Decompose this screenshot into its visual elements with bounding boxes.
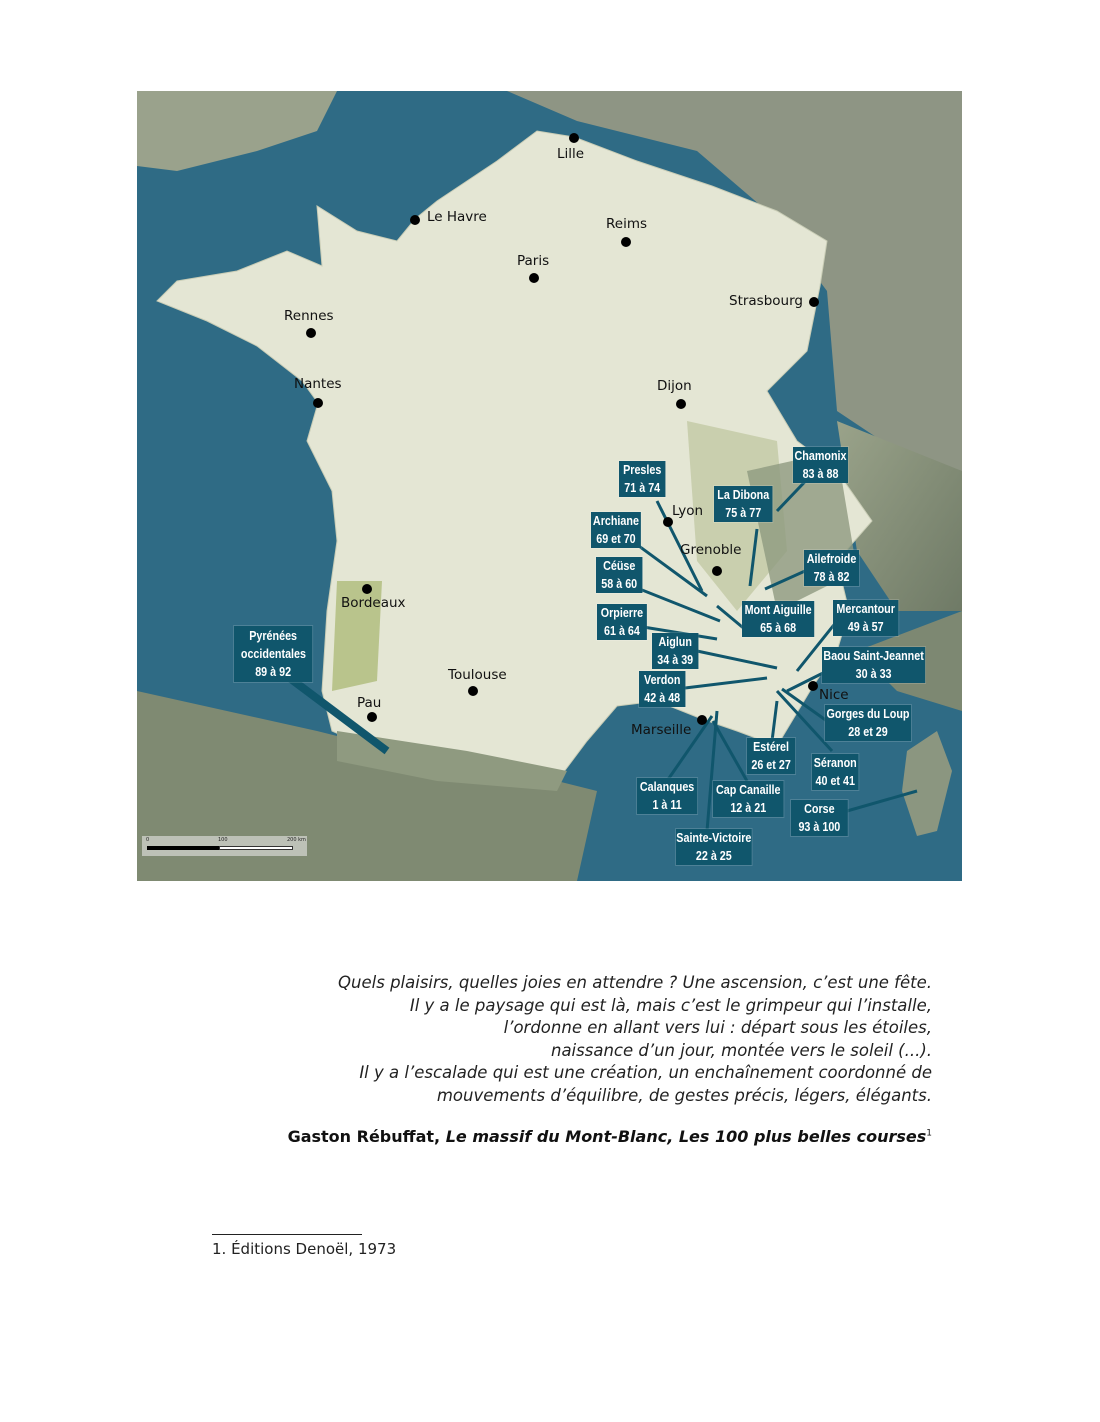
site-tag-calanques: Calanques 1 à 11	[637, 778, 697, 814]
quote-line: mouvements d’équilibre, de gestes précis, légers, élégants.	[436, 1085, 932, 1105]
scale-tick: 0	[146, 837, 150, 843]
city-label: Bordeaux	[341, 595, 406, 611]
site-tag-seranon: Séranon 40 et 41	[813, 756, 857, 788]
city-label: Rennes	[284, 308, 334, 324]
city-label: Marseille	[631, 722, 692, 738]
city-label: Grenoble	[680, 542, 742, 558]
site-tag-aiglun: Aiglun 34 à 39	[652, 633, 698, 669]
site-tag-la-dibona: La Dibona 75 à 77	[714, 486, 772, 522]
quote-line: Quels plaisirs, quelles joies en attendre ? Une ascension, c’est une fête.	[338, 973, 932, 992]
footnote-ref: 1	[926, 1128, 932, 1139]
site-tag-orpierre: Orpierre 61 à 64	[597, 604, 647, 640]
site-tag-pyrenees-occidentales: Pyrénées occidentales 89 à 92	[234, 626, 312, 682]
scale-bar	[142, 836, 307, 856]
site-tag-ceuse: Céüse 58 à 60	[596, 557, 642, 593]
site-tag-chamonix: Chamonix 83 à 88	[794, 449, 847, 481]
city-label: Reims	[606, 216, 648, 232]
site-tag-mont-aiguille: Mont Aiguille 65 à 68	[742, 601, 814, 637]
site-tag-mercantour: Mercantour 49 à 57	[833, 600, 898, 636]
uk-land	[137, 91, 337, 171]
epigraph-quote	[338, 972, 932, 1108]
city-label: Dijon	[657, 378, 692, 394]
footnote: 1. Éditions Denoël, 1973	[212, 1240, 397, 1258]
site-tag-sainte-victoire: Sainte-Victoire 22 à 25	[676, 831, 752, 863]
corsica-land	[902, 731, 952, 836]
work-title: Le massif du Mont-Blanc, Les 100 plus belles courses	[445, 1127, 927, 1146]
city-label: Lyon	[672, 503, 704, 519]
city-label: Paris	[517, 253, 550, 269]
quote-line: l’ordonne en allant vers lui : départ sous les étoiles,	[503, 1018, 932, 1038]
site-tag-ailefroide: Ailefroide 78 à 82	[804, 550, 859, 586]
site-tag-esterel: Estérel 26 et 27	[747, 738, 795, 774]
site-tag-baou-saint-jeannet: Baou Saint-Jeannet 30 à 33	[823, 649, 924, 681]
city-label: Toulouse	[448, 667, 507, 683]
quote-line: Il y a le paysage qui est là, mais c’est le grimpeur qui l’installe,	[409, 995, 932, 1015]
site-tag-presles: Presles 71 à 74	[619, 461, 665, 497]
city-label: Nantes	[294, 376, 342, 392]
city-label: Strasbourg	[729, 293, 803, 309]
quote-line: naissance d’un jour, montée vers le soleil (...).	[550, 1040, 932, 1060]
scale-tick: 100	[218, 837, 228, 843]
author-name: Gaston Rébuffat,	[287, 1127, 446, 1146]
site-tag-cap-canaille: Cap Canaille 12 à 21	[713, 781, 784, 817]
city-label: Lille	[557, 146, 585, 162]
city-label: Pau	[357, 695, 382, 711]
footnote-divider	[212, 1234, 362, 1235]
site-tag-corse: Corse 93 à 100	[791, 800, 848, 836]
site-tag-verdon: Verdon 42 à 48	[639, 671, 685, 707]
quote-attribution	[288, 1127, 932, 1146]
city-label: Nice	[819, 687, 849, 703]
site-tag-gorges-du-loup: Gorges du Loup 28 et 29	[826, 707, 910, 739]
scale-tick: 200 km	[287, 837, 306, 843]
climbing-sites-map	[137, 91, 962, 881]
city-label: Le Havre	[427, 209, 487, 225]
quote-line: Il y a l’escalade qui est une création, un enchaînement coordonné de	[359, 1063, 932, 1083]
site-tag-archiane: Archiane 69 et 70	[592, 514, 639, 546]
